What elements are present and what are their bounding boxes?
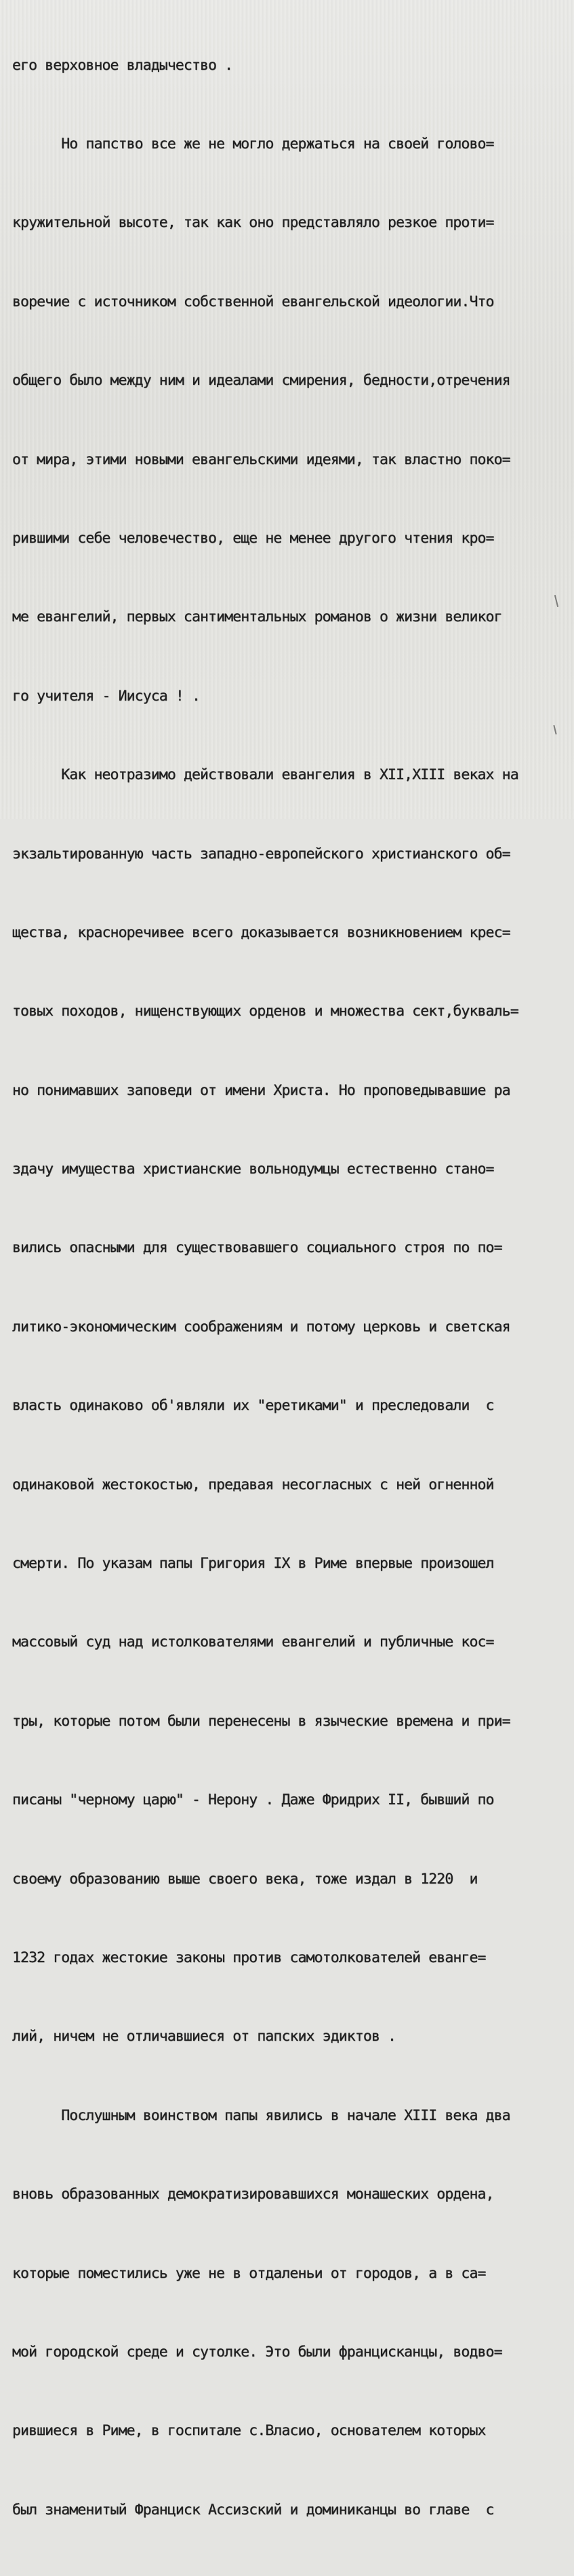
text-line: Но папство все же не могло держаться на своей голово= (12, 135, 494, 152)
text-line: го учителя - Иисуса ! . (12, 687, 201, 705)
text-line: рившими себе человечество, еще не менее другого чтения кро= (12, 529, 494, 547)
text-line: Как неотразимо действовали евангелия в XII,XIII веках на (12, 766, 518, 784)
text-line: своему образованию выше своего века, тоже издал в 1220 и (12, 1870, 478, 1888)
text-line: кружительной высоте, так как оно представляло резкое проти= (12, 214, 494, 232)
text-line: писаны "черному царю" - Нерону . Даже Фридрих II, бывший по (12, 1791, 494, 1809)
text-line: массовый суд над истолкователями евангелий и публичные кос= (12, 1634, 494, 1651)
text-line: был знаменитый Франциск Ассизский и доминиканцы во главе с (12, 2501, 494, 2518)
text-line: экзальтированную часть западно-европейского христианского об= (12, 845, 510, 863)
text-line: от мира, этими новыми евангельскими идеями, так властно поко= (12, 451, 510, 468)
text-line: власть одинаково об'являли их "еретиками" и преследовали с (12, 1397, 494, 1415)
text-line: 1232 годах жестокие законы против самотолкователей еванге= (12, 1949, 486, 1966)
text-line: одинаковой жестокостью, предавая несогласных с ней огненной (12, 1476, 494, 1493)
text-line: воречие с источником собственной евангельской идеологии.Что (12, 293, 494, 310)
typewritten-text (12, 0, 562, 2576)
text-line: вились опасными для существовавшего социального строя по по= (12, 1239, 502, 1257)
text-line: товых походов, нищенствующих орденов и множества сект,букваль= (12, 1003, 518, 1020)
text-line: общего было между ним и идеалами смирения, бедности,отречения (12, 372, 510, 390)
text-line: здачу имущества христианские вольнодумцы естественно стано= (12, 1161, 494, 1178)
text-line: ме евангелий, первых сантиментальных романов о жизни великог (12, 608, 502, 626)
text-line: тры, которые потом были перенесены в языческие времена и при= (12, 1712, 510, 1730)
text-line: литико-экономическим соображениям и потому церковь и светская (12, 1318, 510, 1335)
text-line: вновь образованных демократизировавшихся монашеских ордена, (12, 2186, 494, 2203)
text-line: лий, ничем не отличавшиеся от папских эдиктов . (12, 2028, 396, 2045)
text-line: смерти. По указам папы Григория IX в Риме впервые произошел (12, 1555, 494, 1573)
text-line: Послушным воинством папы явились в начале XIII века два (12, 2106, 510, 2124)
text-line: щества, красноречивее всего доказывается возникновением крес= (12, 923, 510, 941)
text-line: которые поместились уже не в отдаленьи от городов, а в са= (12, 2264, 486, 2282)
text-line: но понимавших заповеди от имени Христа. Но проповедывавшие ра (12, 1081, 510, 1099)
text-line: его верховное владычество . (12, 56, 233, 74)
text-line: рившиеся в Риме, в госпитале с.Власио, основателем которых (12, 2422, 486, 2440)
text-line: мой городской среде и сутолке. Это были францисканцы, водво= (12, 2343, 502, 2361)
